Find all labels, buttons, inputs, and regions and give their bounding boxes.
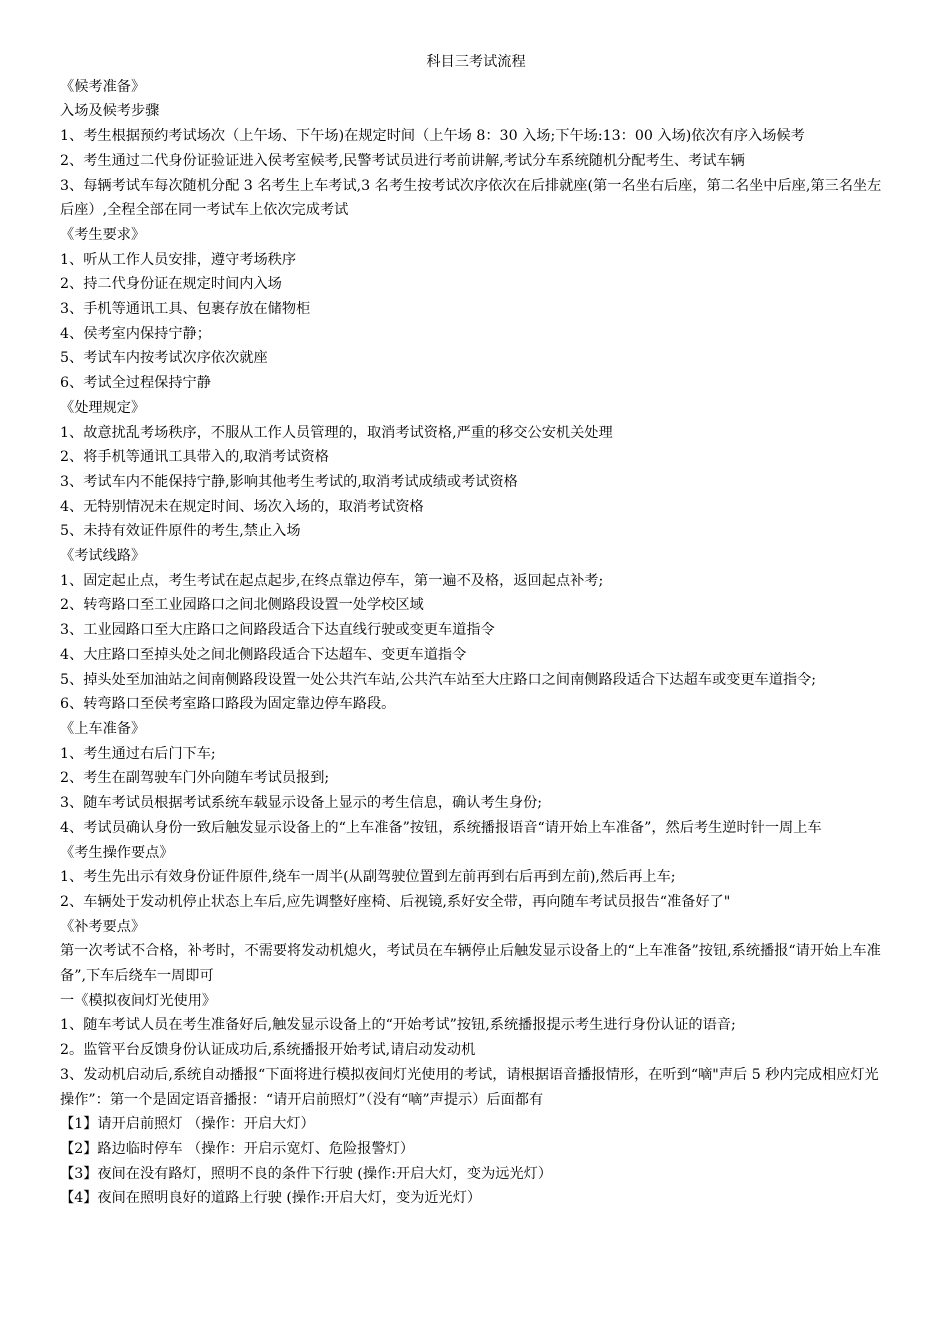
text-line: 4、考试员确认身份一致后触发显示设备上的“上车准备”按钮，系统播报语音“请开始上车准备”，然后考生逆时针一周上车 [60,819,822,836]
text-line: 5、掉头处至加油站之间南侧路段设置一处公共汽车站,公共汽车站至大庄路口之间南侧路段适合下达超车或变更车道指令; [60,671,817,688]
text-line: 2。监管平台反馈身份认证成功后,系统播报开始考试,请启动发动机 [60,1042,476,1059]
text-line: 《上车准备》 [60,720,146,737]
text-line: 4、无特别情况未在规定时间、场次入场的，取消考试资格 [60,498,424,515]
text-line: 1、考生先出示有效身份证件原件,绕车一周半(从副驾驶位置到左前再到右后再到左前),然后再上车; [60,869,676,886]
text-line: 2、转弯路口至工业园路口之间北侧路段设置一处学校区域 [60,597,424,614]
text-line: 3、发动机启动后,系统自动播报“下面将进行模拟夜间灯光使用的考试，请根据语音播报情形，在听到“嘀"声后 5 秒内完成相应灯光操作”：第一个是固定语音播报：“请开启前照灯”（没有“嘀”声提示）后面都有 [60,1066,879,1108]
text-line: 《候考准备》 [60,78,146,95]
text-line: 5、未持有效证件原件的考生,禁止入场 [60,523,301,540]
text-line: 1、听从工作人员安排，遵守考场秩序 [60,251,297,268]
text-line: 2、考生通过二代身份证验证进入侯考室候考,民警考试员进行考前讲解,考试分车系统随机分配考生、考试车辆 [60,152,745,169]
text-line: 3、考试车内不能保持宁静,影响其他考生考试的,取消考试成绩或考试资格 [60,473,518,490]
text-line: 《考生要求》 [60,226,146,243]
text-line: 1、故意扰乱考场秩序，不服从工作人员管理的，取消考试资格,严重的移交公安机关处理 [60,424,613,441]
text-line: 1、固定起止点，考生考试在起点起步,在终点靠边停车，第一遍不及格，返回起点补考; [60,572,604,589]
page-title: 科目三考试流程 [426,54,526,70]
text-line: 4、大庄路口至掉头处之间北侧路段适合下达超车、变更车道指令 [60,646,467,663]
text-line: 2、车辆处于发动机停止状态上车后,应先调整好座椅、后视镜,系好安全带，再向随车考试员报告“准备好了" [60,893,731,910]
text-line: 3、工业园路口至大庄路口之间路段适合下达直线行驶或变更车道指令 [60,622,495,639]
text-line: 3、随车考试员根据考试系统车载显示设备上显示的考生信息，确认考生身份; [60,795,542,812]
text-line: 3、每辆考试车每次随机分配 3 名考生上车考试,3 名考生按考试次序依次在后排就座(第一名坐右后座，第二名坐中后座,第三名坐左后座）,全程全部在同一考试车上依次完成考试 [60,177,882,219]
text-line: 6、转弯路口至侯考室路口路段为固定靠边停车路段。 [60,696,396,713]
text-line: 2、持二代身份证在规定时间内入场 [60,276,282,293]
text-line: 2、考生在副驾驶车门外向随车考试员报到; [60,770,330,787]
text-line: 【2】路边临时停车 （操作：开启示宽灯、危险报警灯） [60,1140,415,1157]
text-line: 1、随车考试人员在考生准备好后,触发显示设备上的“开始考试”按钮,系统播报提示考生进行身份认证的语音; [60,1017,736,1034]
text-line: 【1】请开启前照灯 （操作：开启大灯） [60,1116,315,1133]
text-line: 第一次考试不合格，补考时，不需要将发动机熄火，考试员在车辆停止后触发显示设备上的“上车准备”按钮,系统播报“请开始上车准备”,下车后绕车一周即可 [60,943,881,985]
text-line: 4、侯考室内保持宁静； [60,325,211,342]
text-line: 6、考试全过程保持宁静 [60,375,211,392]
text-line: 《处理规定》 [60,399,146,416]
text-line: 2、将手机等通讯工具带入的,取消考试资格 [60,449,329,466]
text-line: 《补考要点》 [60,918,146,935]
document-body [60,75,892,1211]
text-line: 5、考试车内按考试次序依次就座 [60,350,268,367]
text-line: 【3】夜间在没有路灯，照明不良的条件下行驶 (操作:开启大灯，变为远光灯） [60,1165,553,1182]
text-line: 1、考生根据预约考试场次（上午场、下午场)在规定时间（上午场 8：30 入场;下午场:13：00 入场)依次有序入场候考 [60,128,805,145]
text-line: 3、手机等通讯工具、包裹存放在储物柜 [60,301,311,318]
text-line: 一《模拟夜间灯光使用》 [60,992,217,1009]
text-line: 【4】夜间在照明良好的道路上行驶 (操作:开启大灯，变为近光灯） [60,1190,482,1207]
text-line: 1、考生通过右后门下车; [60,745,216,762]
text-line: 入场及候考步骤 [60,103,160,120]
text-line: 《考试线路》 [60,548,146,565]
text-line: 《考生操作要点》 [60,844,174,861]
